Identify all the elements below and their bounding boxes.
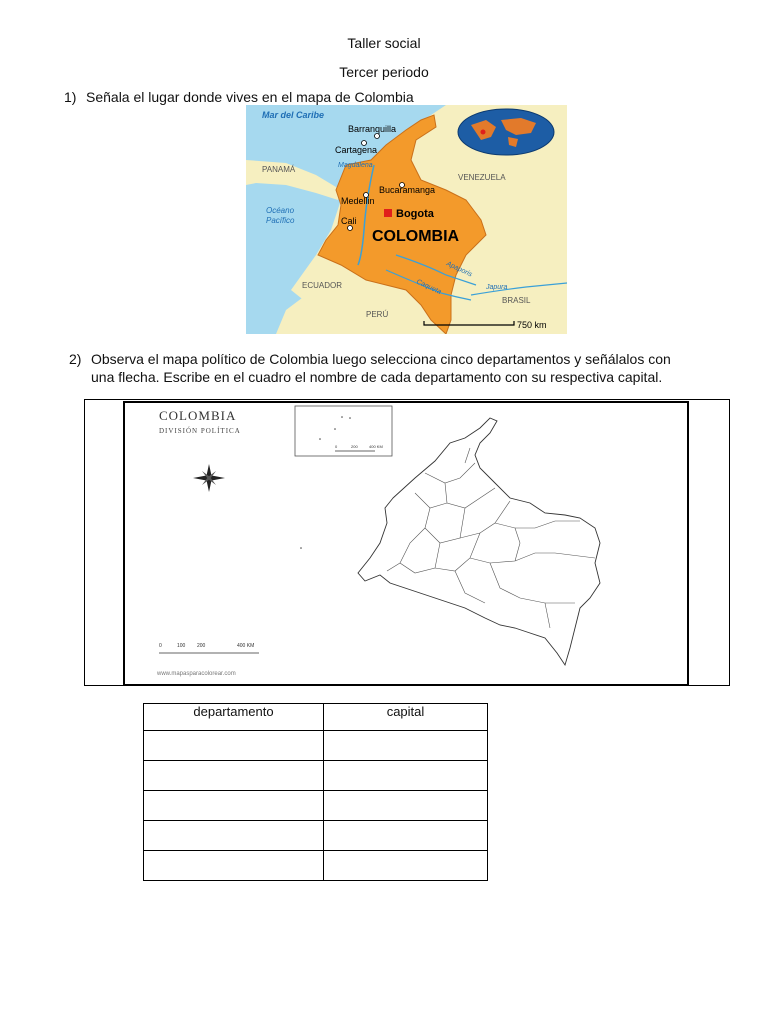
inset-island bbox=[349, 417, 351, 419]
label-sea: Mar del Caribe bbox=[262, 110, 325, 120]
header-departamento: departamento bbox=[144, 704, 324, 731]
city-label-barranquilla: Barranquilla bbox=[348, 124, 397, 134]
colombia-political-map bbox=[125, 403, 687, 684]
label-river-caqueta: Caqueta bbox=[415, 278, 443, 296]
worksheet-title: Taller social bbox=[347, 35, 421, 51]
inset-tick-0: 0 bbox=[335, 444, 338, 449]
label-panama: PANAMÁ bbox=[262, 165, 296, 174]
question-2-line-2: una flecha. Escribe en el cuadro el nombre de cada departamento con su respectiva capital. bbox=[91, 369, 663, 385]
inset-tick-2: 400 KM bbox=[369, 444, 383, 449]
table-row bbox=[144, 791, 488, 821]
cell-capital[interactable] bbox=[324, 851, 488, 881]
question-2-number: 2) bbox=[69, 351, 82, 367]
inset-island bbox=[319, 438, 321, 440]
table-header-row bbox=[144, 704, 488, 731]
city-label-cartagena: Cartagena bbox=[335, 145, 378, 155]
label-ocean-2: Pacífico bbox=[266, 216, 295, 225]
cell-capital[interactable] bbox=[324, 761, 488, 791]
map2-scale-tick-1: 100 bbox=[177, 643, 186, 649]
globe-inset bbox=[458, 109, 554, 155]
table-row bbox=[144, 761, 488, 791]
map2-credit: www.mapasparacolorear.com bbox=[157, 671, 236, 677]
map2-scale-tick-3: 400 KM bbox=[237, 643, 255, 649]
label-peru: PERÚ bbox=[366, 310, 389, 319]
worksheet-subtitle: Tercer periodo bbox=[339, 64, 429, 80]
cell-capital[interactable] bbox=[324, 791, 488, 821]
label-ecuador: ECUADOR bbox=[302, 281, 343, 290]
cell-capital[interactable] bbox=[324, 731, 488, 761]
label-ocean-1: Océano bbox=[266, 206, 295, 215]
cell-departamento[interactable] bbox=[144, 791, 324, 821]
country-label: COLOMBIA bbox=[372, 228, 460, 245]
label-venezuela: VENEZUELA bbox=[458, 173, 506, 182]
cell-departamento[interactable] bbox=[144, 851, 324, 881]
inset-island bbox=[341, 416, 343, 418]
map2-island-dot bbox=[300, 547, 302, 549]
label-river-magdalena: Magdalena bbox=[338, 162, 373, 169]
capital-marker bbox=[384, 209, 392, 217]
map2-scale-tick-0: 0 bbox=[159, 643, 162, 649]
table-row bbox=[144, 821, 488, 851]
cell-departamento[interactable] bbox=[144, 731, 324, 761]
capital-label: Bogota bbox=[396, 208, 434, 220]
cell-capital[interactable] bbox=[324, 821, 488, 851]
header-capital: capital bbox=[324, 704, 488, 731]
inset-tick-1: 200 bbox=[351, 444, 358, 449]
cell-departamento[interactable] bbox=[144, 761, 324, 791]
city-label-bucaramanga: Bucaramanga bbox=[379, 185, 436, 195]
city-marker-barranquilla bbox=[375, 134, 380, 139]
city-label-medellin: Medellin bbox=[341, 196, 375, 206]
city-label-cali: Cali bbox=[341, 216, 357, 226]
scale-label: 750 km bbox=[517, 320, 547, 330]
map2-country-outline bbox=[358, 418, 600, 665]
city-marker-cali bbox=[348, 226, 353, 231]
label-river-japura: Japura bbox=[486, 284, 508, 291]
label-brasil: BRASIL bbox=[502, 296, 531, 305]
question-2-line-1: Observa el mapa político de Colombia luego selecciona cinco departamentos y señálalos con bbox=[91, 351, 671, 367]
table-row bbox=[144, 731, 488, 761]
question-1-text: Señala el lugar donde vives en el mapa de Colombia bbox=[86, 89, 414, 105]
question-1-number: 1) bbox=[64, 89, 77, 105]
answer-table bbox=[143, 703, 488, 881]
map2-scale-tick-2: 200 bbox=[197, 643, 206, 649]
map2-title: COLOMBIA bbox=[159, 408, 237, 423]
globe-location-dot bbox=[481, 130, 486, 135]
compass-rose bbox=[193, 464, 225, 492]
cell-departamento[interactable] bbox=[144, 821, 324, 851]
label-river-apaporis: Apaporis bbox=[445, 260, 474, 279]
inset-island bbox=[334, 428, 336, 430]
map2-subtitle: DIVISIÓN POLÍTICA bbox=[159, 427, 241, 435]
table-row bbox=[144, 851, 488, 881]
colombia-location-map bbox=[246, 105, 567, 334]
